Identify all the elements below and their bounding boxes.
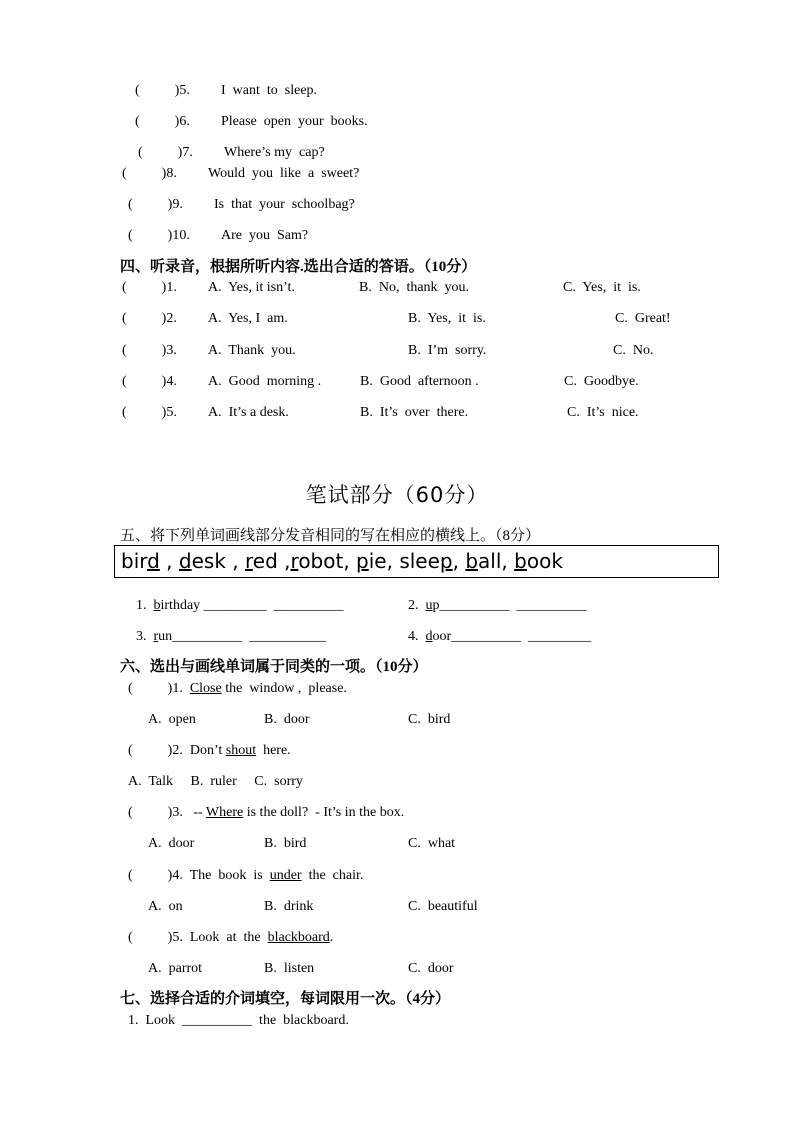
q8-paren: ( )8. (122, 166, 177, 181)
s5-item1: 1. birthday _________ __________ (136, 598, 344, 613)
s4-q1-b: B. No, thank you. (359, 280, 470, 295)
s4-q4-paren: ( )4. (122, 374, 177, 389)
q6-text: Please open your books. (221, 114, 368, 129)
q5-text: I want to sleep. (221, 83, 318, 98)
s6-q1-a: A. open (148, 712, 196, 727)
s4-q1-paren: ( )1. (122, 280, 177, 295)
s4-q1-c: C. Yes, it is. (563, 280, 641, 295)
s6-q3-b: B. bird (264, 836, 307, 851)
q9-paren: ( )9. (128, 197, 183, 212)
s6-q3-c: C. what (408, 836, 456, 851)
s4-q2-b: B. Yes, it is. (408, 311, 486, 326)
q10-text: Are you Sam? (221, 228, 309, 243)
s6-q4-a: A. on (148, 899, 183, 914)
q8-text: Would you like a sweet? (208, 166, 360, 181)
s4-q5-b: B. It’s over there. (360, 405, 469, 420)
s6-q5: ( )5. Look at the blackboard. (128, 930, 334, 945)
s6-q4-c: C. beautiful (408, 899, 478, 914)
s4-q2-c: C. Great! (615, 311, 671, 326)
section5-heading: 五、将下列单词画线部分发音相同的写在相应的横线上。（8分） (120, 528, 541, 544)
q7-text: Where’s my cap? (224, 145, 325, 160)
s4-q4-c: C. Goodbye. (564, 374, 639, 389)
s6-q1: ( )1. Close the window , please. (128, 681, 347, 696)
s6-q5-a: A. parrot (148, 961, 203, 976)
s4-q3-c: C. No. (613, 343, 654, 358)
s4-q5-c: C. It’s nice. (567, 405, 639, 420)
word-list: bird , desk , red ,robot, pie, sleep, ball, book (121, 549, 563, 573)
s4-q5-paren: ( )5. (122, 405, 177, 420)
s4-q2-a: A. Yes, I am. (208, 311, 288, 326)
s6-q5-c: C. door (408, 961, 454, 976)
q7-paren: ( )7. (138, 145, 193, 160)
s4-q5-a: A. It’s a desk. (208, 405, 289, 420)
s4-q3-b: B. I’m sorry. (408, 343, 487, 358)
s6-q3-a: A. door (148, 836, 195, 851)
s4-q2-paren: ( )2. (122, 311, 177, 326)
s6-q3: ( )3. -- Where is the doll? - It’s in the box. (128, 805, 405, 820)
section7-heading: 七、选择合适的介词填空，每词限用一次。（4分） (120, 991, 451, 1007)
s6-q2-opts: A. Talk B. ruler C. sorry (128, 774, 303, 789)
s4-q3-paren: ( )3. (122, 343, 177, 358)
s5-item2: 2. up__________ __________ (408, 598, 587, 613)
s6-q4: ( )4. The book is under the chair. (128, 868, 364, 883)
s7-q1: 1. Look __________ the blackboard. (128, 1013, 349, 1028)
written-part-title: 笔试部分（60分） (305, 483, 489, 507)
word-bird: bird (121, 549, 160, 573)
s6-q4-b: B. drink (264, 899, 314, 914)
s4-q4-b: B. Good afternoon . (360, 374, 479, 389)
q10-paren: ( )10. (128, 228, 190, 243)
s4-q4-a: A. Good morning . (208, 374, 322, 389)
section6-heading: 六、选出与画线单词属于同类的一项。（10分） (120, 659, 428, 675)
s6-q1-c: C. bird (408, 712, 451, 727)
s6-q1-b: B. door (264, 712, 310, 727)
word-box (114, 545, 719, 578)
s5-item4: 4. door__________ _________ (408, 629, 592, 644)
s4-q1-a: A. Yes, it isn’t. (208, 280, 295, 295)
q6-paren: ( )6. (135, 114, 190, 129)
s6-q5-b: B. listen (264, 961, 315, 976)
s4-q3-a: A. Thank you. (208, 343, 296, 358)
q5-paren: ( )5. (135, 83, 190, 98)
q9-text: Is that your schoolbag? (214, 197, 355, 212)
s6-q2: ( )2. Don’t shout here. (128, 743, 291, 758)
s5-item3: 3. run__________ ___________ (136, 629, 327, 644)
section4-heading: 四、听录音，根据所听内容.选出合适的答语。（10分） (120, 259, 477, 275)
